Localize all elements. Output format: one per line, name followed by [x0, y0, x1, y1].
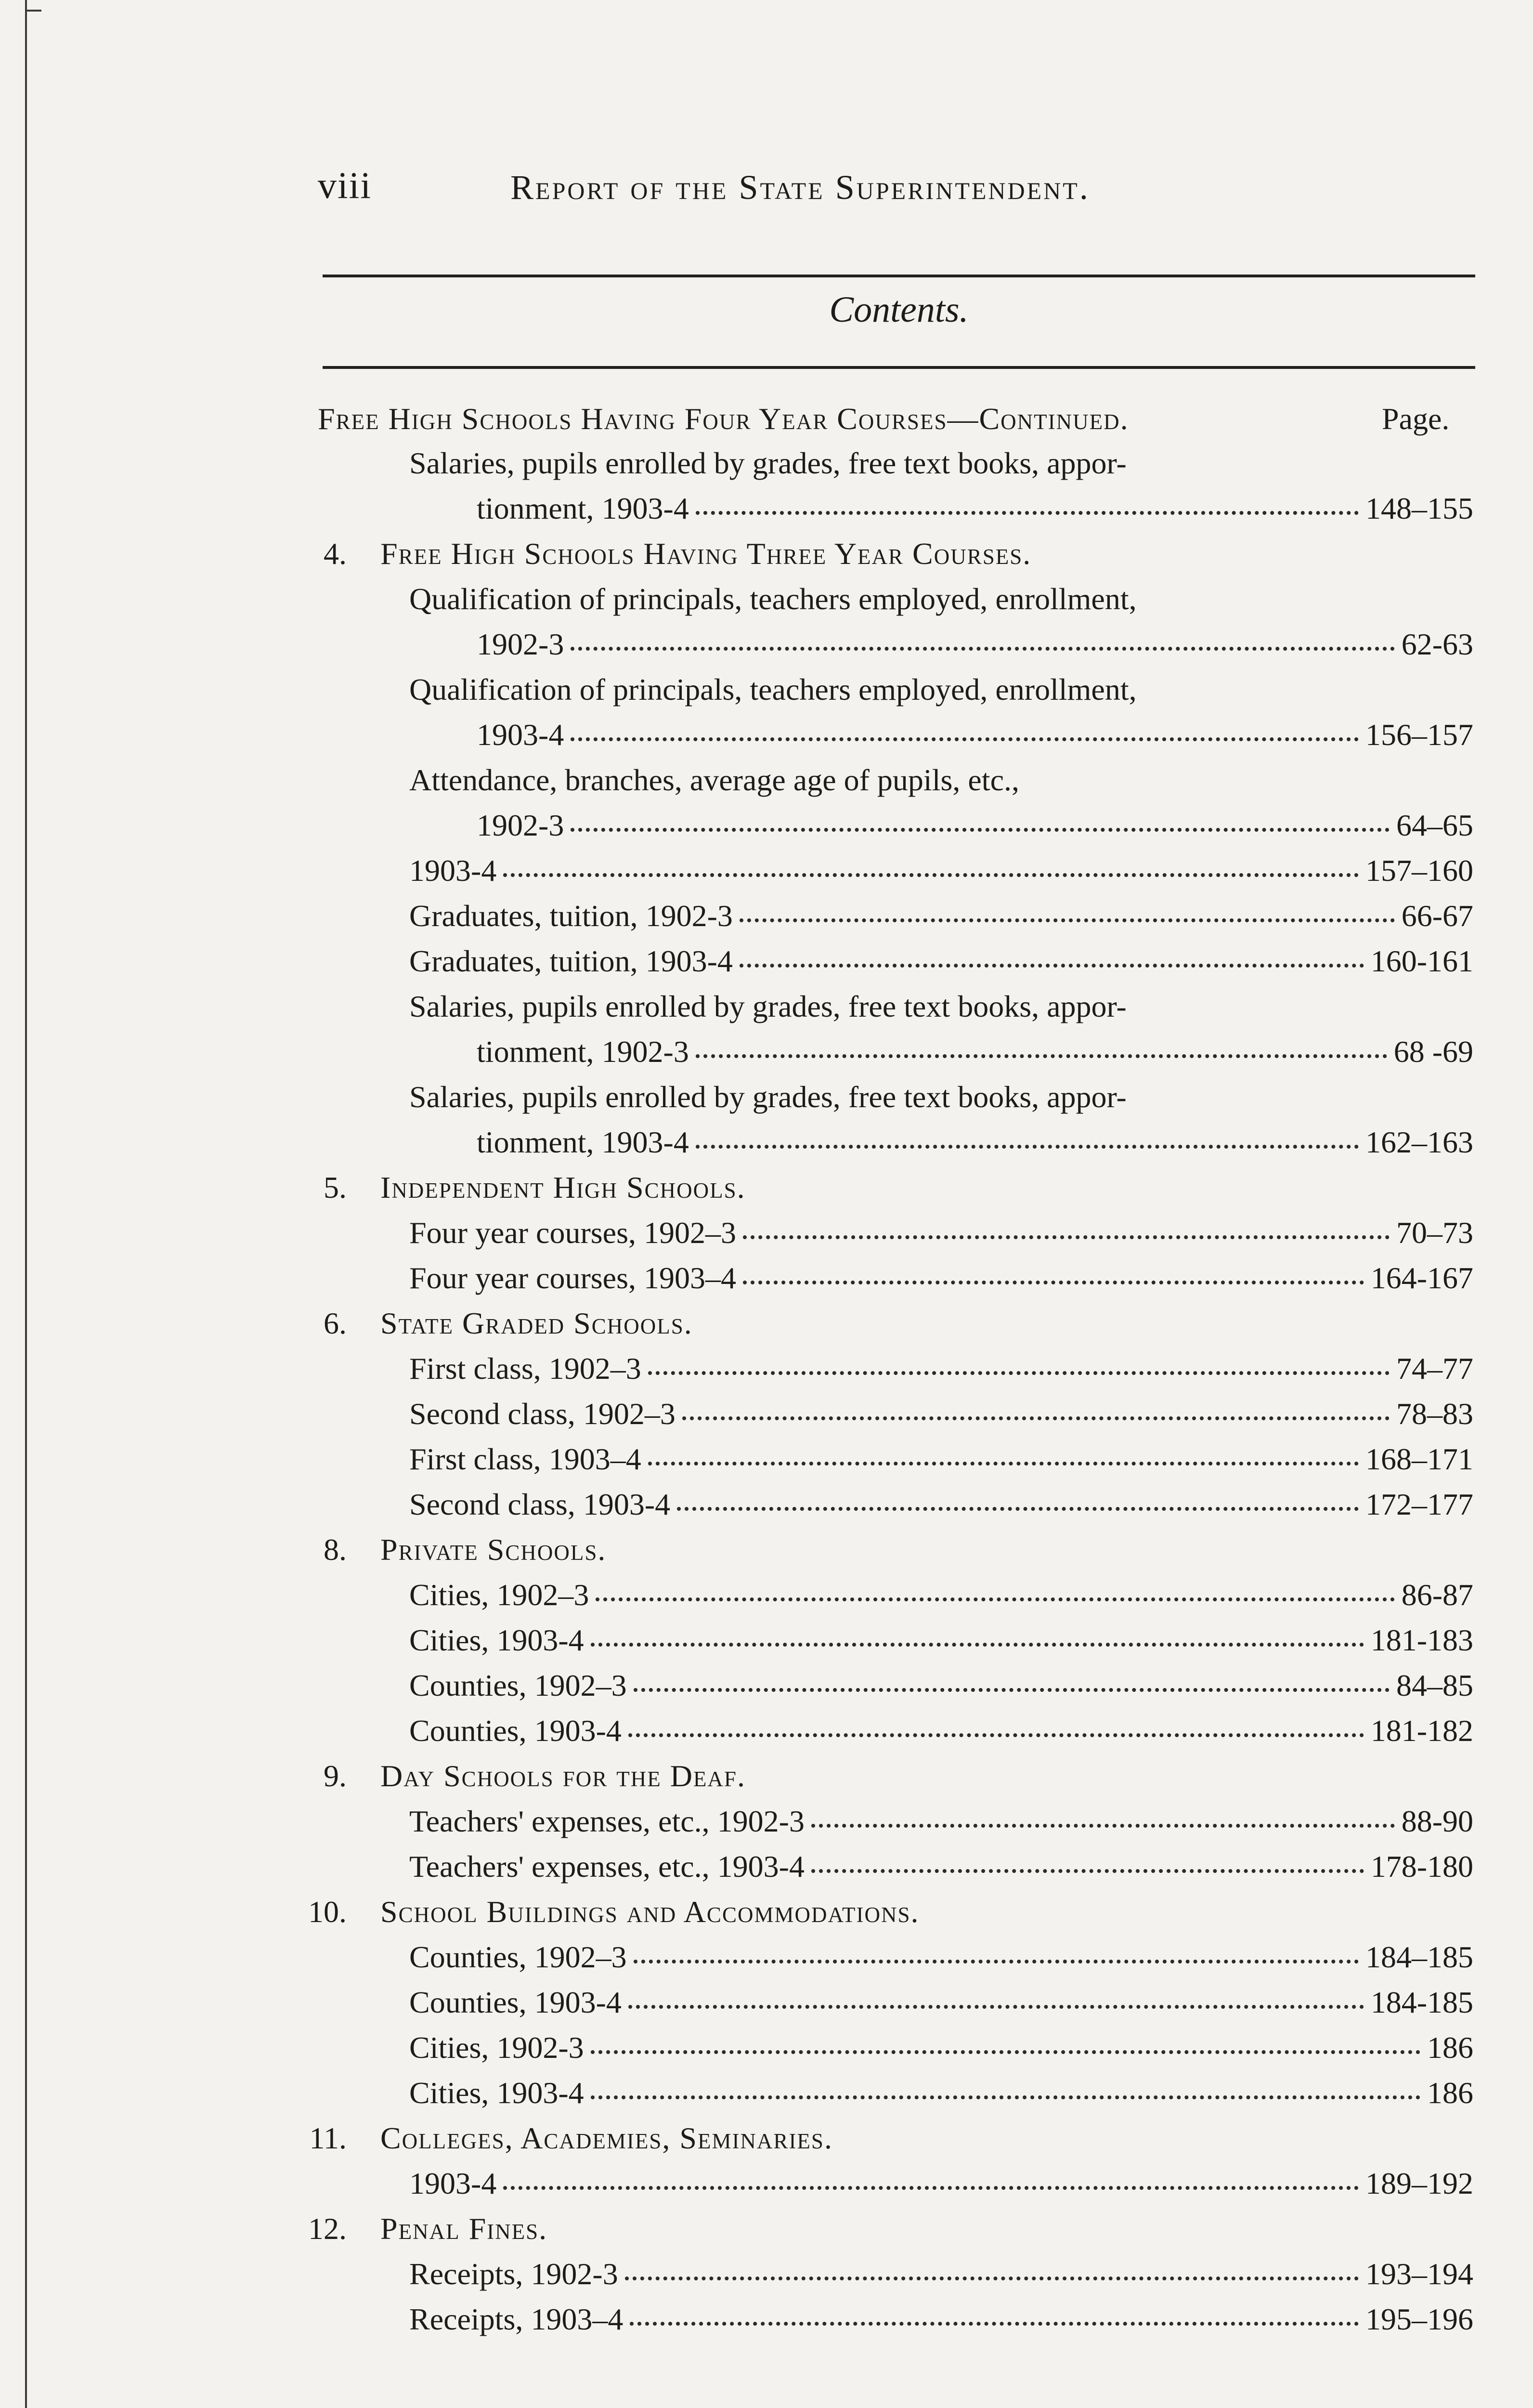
entry-pages: 84–85: [1396, 1668, 1473, 1702]
dot-leader: [571, 737, 1359, 741]
page-column-label: Page.: [1382, 402, 1450, 436]
dot-leader: [503, 873, 1359, 877]
entry-label: Cities, 1902–3: [409, 1578, 589, 1612]
running-header: [318, 164, 1413, 217]
entry-pages: 195–196: [1365, 2302, 1473, 2336]
dot-leader: [811, 1869, 1364, 1873]
entry-pages: 162–163: [1365, 1125, 1473, 1159]
entry-label: tionment, 1903-4: [477, 491, 689, 525]
toc-entry: [409, 2255, 1473, 2293]
toc-entry: [409, 1983, 1473, 2022]
entry-text: Attendance, branches, average age of pupils, etc.,: [409, 763, 1019, 797]
toc-entry: [477, 716, 1473, 754]
toc-entry: [409, 851, 1473, 890]
entry-label: Counties, 1903-4: [409, 1714, 622, 1748]
running-title: Report of the State Superintendent.: [510, 168, 1090, 207]
entry-label: 1903-4: [409, 853, 497, 888]
dot-leader: [696, 1145, 1359, 1149]
entry-pages: 189–192: [1365, 2166, 1473, 2200]
top-rule: [323, 275, 1475, 277]
entry-label: Counties, 1903-4: [409, 1985, 622, 2019]
dot-leader: [571, 828, 1390, 832]
entry-label: Graduates, tuition, 1902-3: [409, 899, 733, 933]
toc-entry: [409, 1349, 1473, 1388]
entry-pages: 178-180: [1370, 1849, 1473, 1884]
entry-pages: 184–185: [1365, 1940, 1473, 1974]
toc-entry: [409, 1621, 1473, 1660]
entry-pages: 181-182: [1370, 1714, 1473, 1748]
entry-label: Second class, 1903-4: [409, 1487, 671, 1521]
section-heading: School Buildings and Accommodations.: [380, 1895, 920, 1929]
entry-pages: 156–157: [1365, 718, 1473, 752]
dot-leader: [648, 1462, 1359, 1466]
entry-label: 1903-4: [409, 2166, 497, 2200]
toc-entry: [477, 1033, 1473, 1071]
entry-label: Four year courses, 1902–3: [409, 1216, 736, 1250]
dot-leader: [743, 1235, 1390, 1239]
dot-leader: [591, 1643, 1364, 1647]
section-heading: State Graded Schools.: [380, 1306, 693, 1340]
entry-pages: 157–160: [1365, 853, 1473, 888]
entry-label: 1902-3: [477, 627, 564, 661]
toc-entry: [409, 1214, 1473, 1252]
entry-pages: 66-67: [1401, 899, 1473, 933]
entry-pages: 68 -69: [1393, 1034, 1473, 1069]
dot-leader: [596, 1597, 1394, 1601]
entry-text: Qualification of principals, teachers employed, enrollment,: [409, 672, 1137, 707]
entry-pages: 64–65: [1396, 808, 1473, 842]
entry-label: First class, 1903–4: [409, 1442, 641, 1476]
section-number: 4.: [324, 537, 347, 571]
toc-entry: [409, 2300, 1473, 2339]
dot-leader: [630, 2322, 1359, 2326]
section-heading: Day Schools for the Deaf.: [380, 1759, 746, 1793]
entry-pages: 86-87: [1401, 1578, 1473, 1612]
entry-pages: 78–83: [1396, 1397, 1473, 1431]
entry-label: Cities, 1903-4: [409, 1623, 584, 1657]
toc-entry: [477, 625, 1473, 664]
section-number: 9.: [324, 1759, 347, 1793]
entry-label: Counties, 1902–3: [409, 1668, 627, 1702]
page-number: viii: [318, 164, 372, 206]
section-heading: Penal Fines.: [380, 2212, 548, 2246]
section-number: 8.: [324, 1532, 347, 1567]
dot-leader: [682, 1416, 1390, 1420]
entry-pages: 148–155: [1365, 491, 1473, 525]
entry-label: Teachers' expenses, etc., 1902-3: [409, 1804, 805, 1838]
entry-label: 1902-3: [477, 808, 564, 842]
dot-leader: [743, 1281, 1364, 1284]
section-number: 10.: [308, 1895, 347, 1929]
section-heading: Colleges, Academies, Seminaries.: [380, 2121, 833, 2155]
toc-entry: [477, 806, 1473, 845]
entry-label: Cities, 1903-4: [409, 2076, 584, 2110]
section-number: 12.: [308, 2212, 347, 2246]
toc-entry: [409, 1712, 1473, 1750]
dot-leader: [634, 1688, 1390, 1692]
toc-entry: [409, 942, 1473, 981]
dot-leader: [696, 1054, 1387, 1058]
toc-entry: [409, 1485, 1473, 1524]
dot-leader: [591, 2095, 1420, 2099]
dot-leader: [625, 2277, 1359, 2280]
entry-label: 1903-4: [477, 718, 564, 752]
dot-leader: [628, 1733, 1364, 1737]
dot-leader: [740, 918, 1395, 922]
page-edge-line: [25, 0, 27, 2408]
dot-leader: [740, 964, 1364, 968]
entry-text: Salaries, pupils enrolled by grades, free text books, appor-: [409, 446, 1127, 480]
toc-entry: [409, 1938, 1473, 1976]
entry-text: Qualification of principals, teachers employed, enrollment,: [409, 582, 1137, 616]
entry-pages: 160-161: [1370, 944, 1473, 978]
bottom-rule: [323, 366, 1475, 369]
entry-label: Cities, 1902-3: [409, 2030, 584, 2065]
entry-pages: 184-185: [1370, 1985, 1473, 2019]
entry-pages: 168–171: [1365, 1442, 1473, 1476]
entry-text: Salaries, pupils enrolled by grades, free text books, appor-: [409, 989, 1127, 1023]
toc-entry: [409, 897, 1473, 935]
dot-leader: [696, 511, 1359, 515]
entry-pages: 62-63: [1401, 627, 1473, 661]
toc-entry: [409, 1440, 1473, 1479]
dot-leader: [628, 2005, 1364, 2009]
toc-entry: [409, 1666, 1473, 1705]
entry-label: tionment, 1903-4: [477, 1125, 689, 1159]
section-heading: Free High Schools Having Three Year Courses.: [380, 537, 1032, 571]
page-edge-tick: [27, 10, 41, 12]
section-heading: Independent High Schools.: [380, 1170, 746, 1204]
section-number: 5.: [324, 1170, 347, 1204]
dot-leader: [571, 647, 1394, 651]
entry-label: Second class, 1902–3: [409, 1397, 676, 1431]
entry-pages: 88-90: [1401, 1804, 1473, 1838]
entry-pages: 186: [1427, 2076, 1473, 2110]
toc-entry: [477, 489, 1473, 528]
dot-leader: [634, 1960, 1359, 1963]
toc-entry: [409, 2074, 1473, 2112]
entry-pages: 193–194: [1365, 2257, 1473, 2291]
entry-label: Four year courses, 1903–4: [409, 1261, 736, 1295]
entry-label: Graduates, tuition, 1903-4: [409, 944, 733, 978]
section-heading: Private Schools.: [380, 1532, 607, 1567]
entry-pages: 181-183: [1370, 1623, 1473, 1657]
entry-pages: 74–77: [1396, 1351, 1473, 1386]
dot-leader: [591, 2050, 1420, 2054]
toc-entry: [477, 1123, 1473, 1162]
toc-entry: [409, 2164, 1473, 2203]
toc-entry: [409, 1395, 1473, 1433]
dot-leader: [811, 1824, 1395, 1828]
entry-label: First class, 1902–3: [409, 1351, 641, 1386]
continued-heading: Free High Schools Having Four Year Courses—Continued.: [318, 402, 1129, 436]
contents-title: Contents.: [829, 289, 969, 330]
entry-pages: 186: [1427, 2030, 1473, 2065]
toc-entry: [409, 1576, 1473, 1614]
section-number: 6.: [324, 1306, 347, 1340]
dot-leader: [503, 2186, 1359, 2190]
toc-entry: [409, 1802, 1473, 1841]
entry-label: Receipts, 1903–4: [409, 2302, 624, 2336]
toc-entry: [409, 1259, 1473, 1297]
toc-entry: [409, 1847, 1473, 1886]
entry-text: Salaries, pupils enrolled by grades, free text books, appor-: [409, 1080, 1127, 1114]
entry-label: tionment, 1902-3: [477, 1034, 689, 1069]
entry-label: Receipts, 1902-3: [409, 2257, 618, 2291]
dot-leader: [677, 1507, 1359, 1511]
entry-pages: 70–73: [1396, 1216, 1473, 1250]
dot-leader: [648, 1371, 1390, 1375]
entry-label: Teachers' expenses, etc., 1903-4: [409, 1849, 805, 1884]
entry-pages: 172–177: [1365, 1487, 1473, 1521]
entry-pages: 164-167: [1370, 1261, 1473, 1295]
entry-label: Counties, 1902–3: [409, 1940, 627, 1974]
section-number: 11.: [309, 2121, 347, 2155]
toc-entry: [409, 2028, 1473, 2067]
